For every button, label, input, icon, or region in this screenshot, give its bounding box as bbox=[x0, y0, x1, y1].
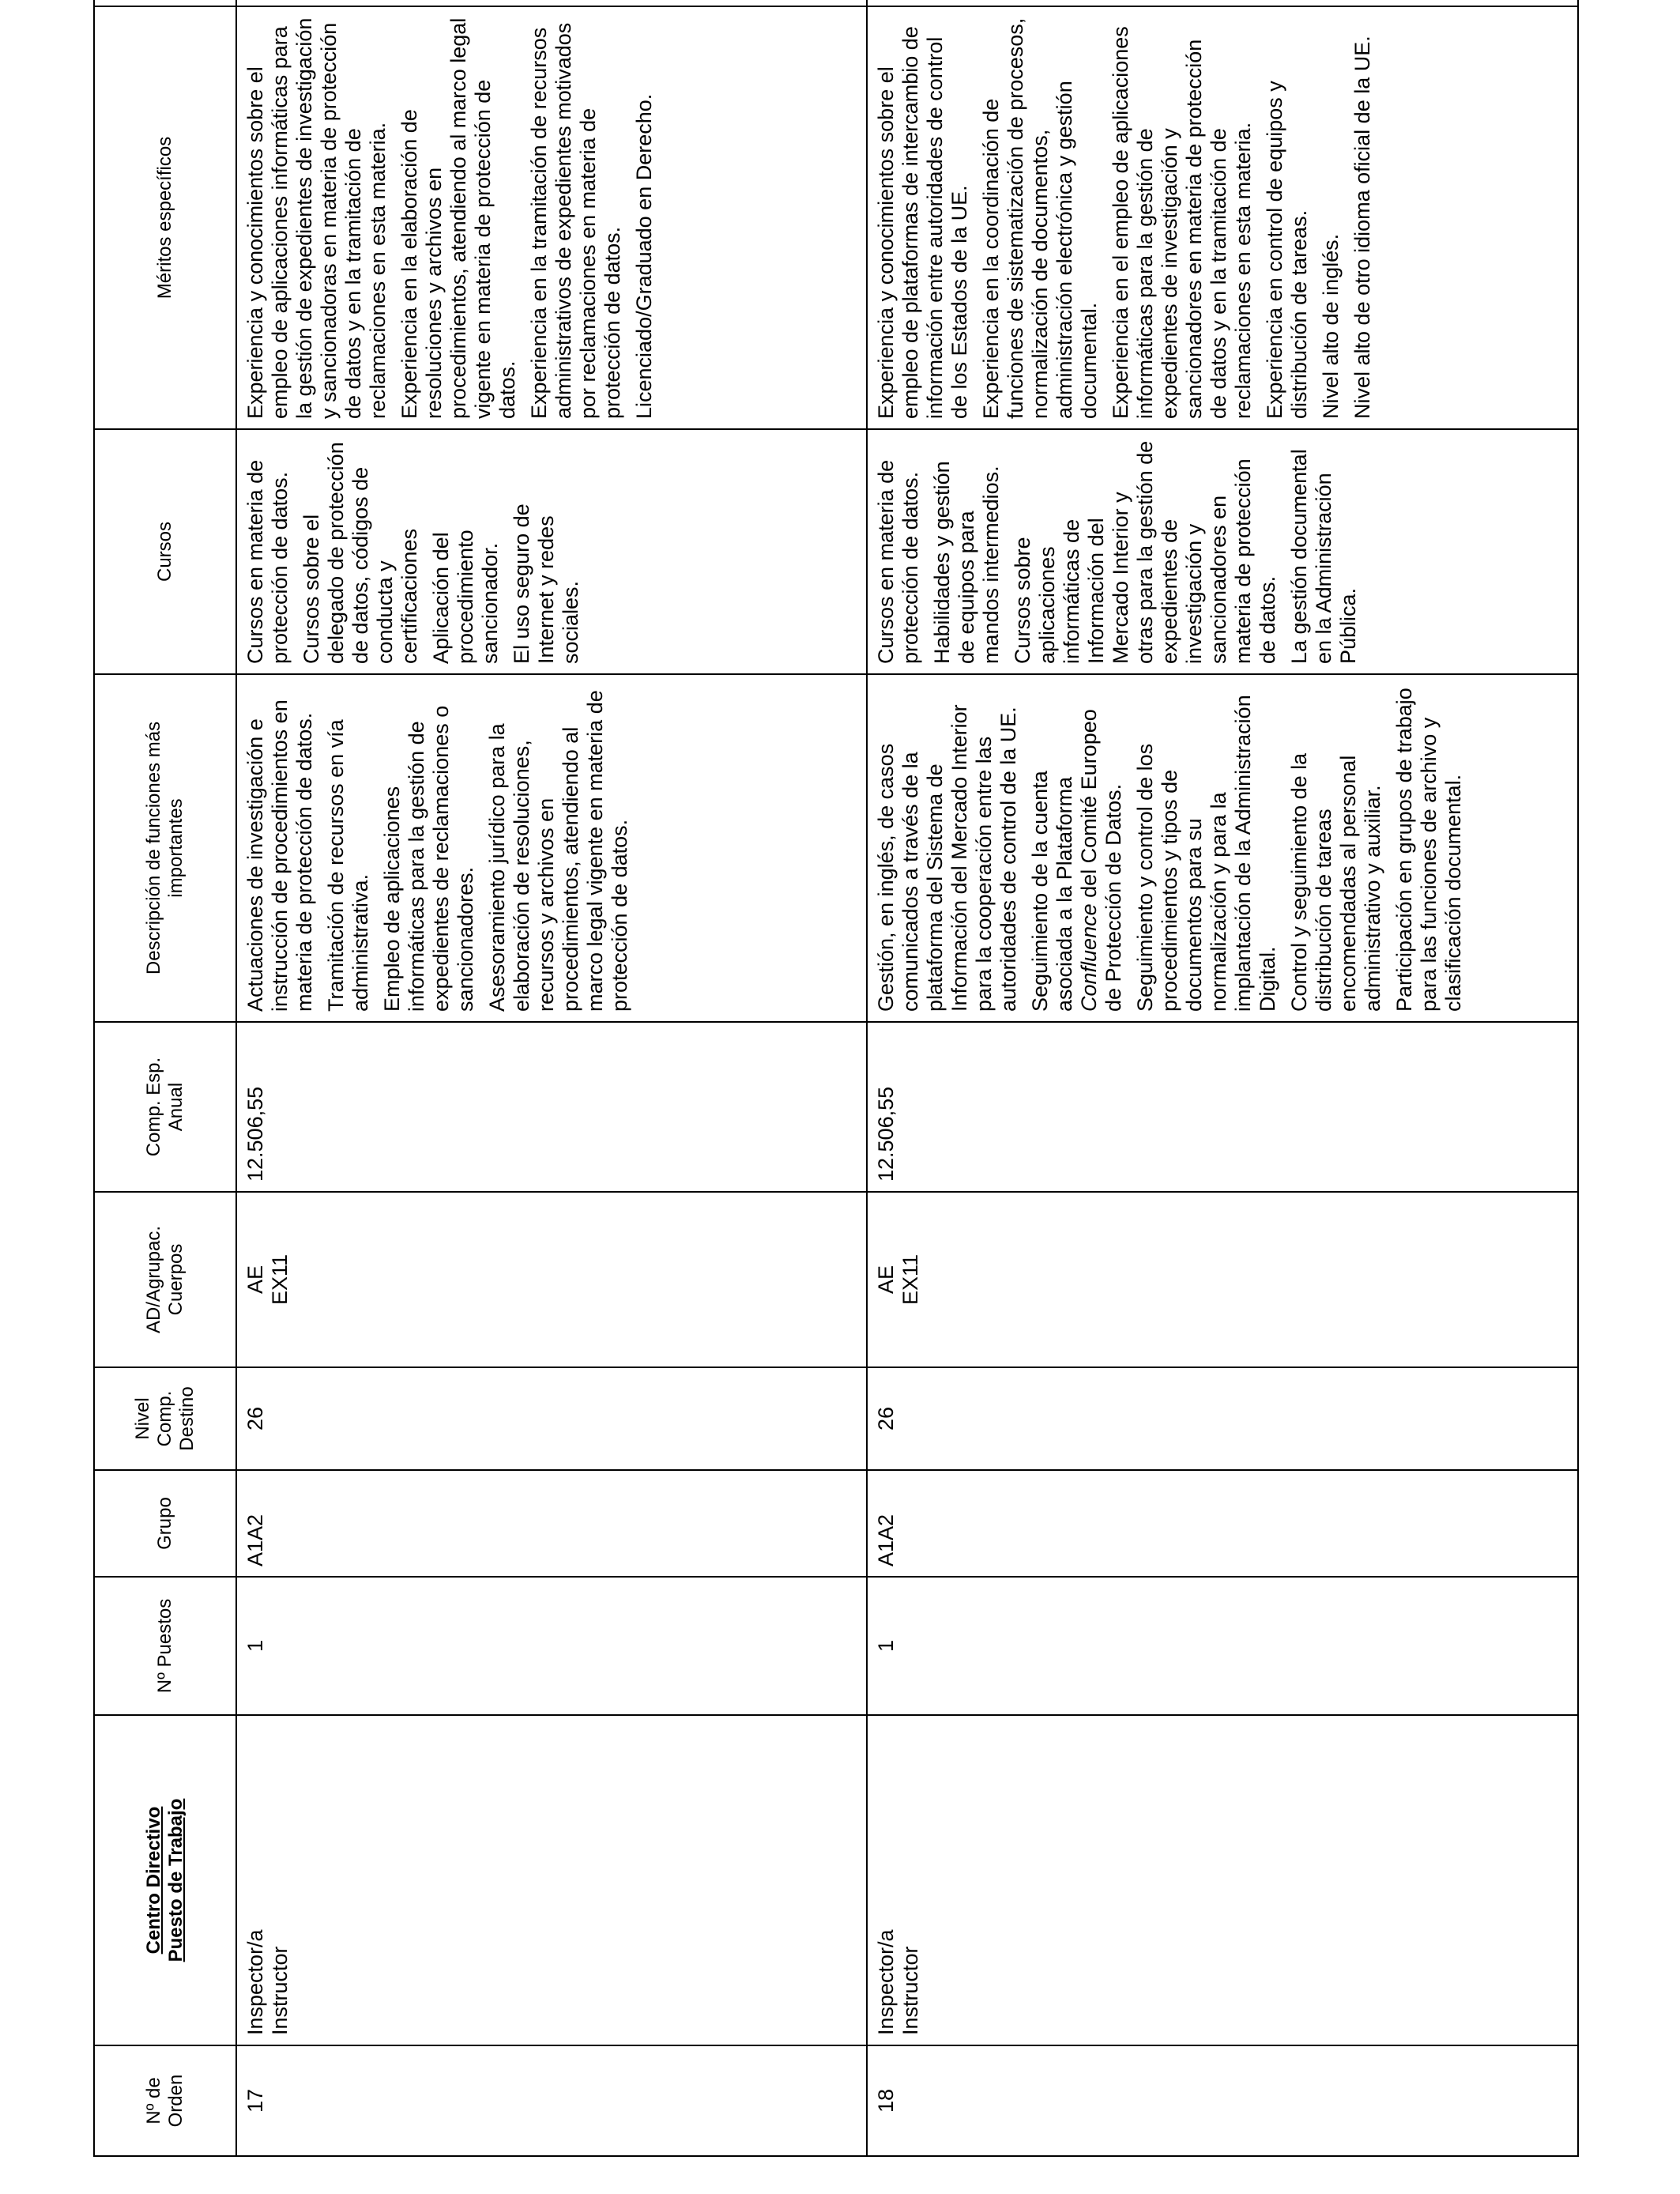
cell-cursos bbox=[867, 429, 1578, 674]
puesto-line: Instructor bbox=[898, 1946, 922, 2035]
ad-line: EX11 bbox=[268, 1253, 292, 1306]
funcion-item: Participación en grupos de trabajo para las funciones de archivo y clasificación documental. bbox=[1392, 688, 1465, 1012]
header-puestos: Nº Puestos bbox=[94, 1577, 236, 1715]
cell-nivel: 26 bbox=[867, 1367, 1578, 1470]
positions-table bbox=[93, 0, 1579, 2157]
funcion-item: Asesoramiento jurídico para la elaboración de resoluciones, recursos y archivos en procedimientos, atendiendo al marco legal vigente en materia de protección de datos. bbox=[485, 690, 631, 1012]
funcion-item: Seguimiento y control de los procedimientos y tipos de documentos para su normalización y para la implantación de la Administración Digital. bbox=[1132, 695, 1279, 1012]
ad-line: AE bbox=[243, 1265, 267, 1295]
cell-puntuacion bbox=[236, 0, 867, 6]
merito-item: Nivel alto de otro idioma oficial de la UE. bbox=[1350, 36, 1374, 419]
cell-puesto bbox=[236, 1715, 867, 2045]
header-grupo: Grupo bbox=[94, 1470, 236, 1577]
header-centro-puesto bbox=[94, 1715, 236, 2045]
header-centro-directivo: Centro Directivo bbox=[143, 1806, 164, 1955]
funcion-item: Actuaciones de investigación e instrucción de procedimientos en materia de protección de datos. bbox=[243, 699, 316, 1012]
puesto-line: Inspector/a bbox=[243, 1929, 267, 2035]
header-comp-esp: Comp. Esp. Anual bbox=[94, 1022, 236, 1192]
header-orden: Nº de Orden bbox=[94, 2045, 236, 2156]
funcion-item: Control y seguimiento de la distribución de tareas encomendadas al personal administrativo y auxiliar. bbox=[1286, 752, 1384, 1012]
merito-item: Experiencia en la tramitación de recursos administrativos de expedientes motivados por reclamaciones en materia de protección de datos. bbox=[527, 22, 624, 419]
curso-item: La gestión documental en la Administración Pública. bbox=[1286, 449, 1360, 664]
merito-item: Experiencia en la coordinación de funciones de sistematización de procesos, normalización de documentos, administración electrónica y gestión documental. bbox=[978, 17, 1101, 419]
cell-puesto bbox=[867, 1715, 1578, 2045]
header-nivel: Nivel Comp. Destino bbox=[94, 1367, 236, 1470]
cell-funciones bbox=[867, 674, 1578, 1022]
curso-item: Habilidades y gestión de equipos para mandos intermedios. bbox=[929, 461, 1003, 664]
cell-comp-esp: 12.506,55 bbox=[867, 1022, 1578, 1192]
merito-item: Nivel alto de inglés. bbox=[1318, 233, 1343, 419]
curso-item: Cursos sobre el delegado de protección de datos, códigos de conducta y certificaciones bbox=[299, 442, 421, 664]
table-row bbox=[236, 0, 867, 2156]
funcion-item: Gestión, en inglés, de casos comunicados a través de la plataforma del Sistema de Información del Mercado Interior para la cooperación entre las autoridades de control de la UE. bbox=[873, 704, 1020, 1012]
puesto-line: Inspector/a bbox=[873, 1929, 898, 2035]
cell-cursos bbox=[236, 429, 867, 674]
cell-puntuacion bbox=[867, 0, 1578, 6]
cell-nivel: 26 bbox=[236, 1367, 867, 1470]
merito-item: Experiencia y conocimientos sobre el empleo de plataformas de intercambio de información entre autoridades de control de los Estados de la UE. bbox=[873, 26, 971, 419]
curso-item: Cursos en materia de protección de datos. bbox=[873, 459, 922, 664]
ad-line: EX11 bbox=[898, 1253, 922, 1306]
cell-funciones bbox=[236, 674, 867, 1022]
curso-item: El uso seguro de Internet y redes sociales. bbox=[510, 503, 582, 664]
cell-meritos bbox=[236, 6, 867, 429]
cell-grupo: A1A2 bbox=[236, 1470, 867, 1577]
funcion-item: Tramitación de recursos en vía administrativa. bbox=[324, 719, 372, 1012]
header-puntuacion bbox=[94, 0, 236, 6]
cell-num-puestos: 1 bbox=[867, 1577, 1578, 1715]
curso-item: Aplicación del procedimiento sancionador. bbox=[429, 530, 502, 664]
header-puesto-trabajo: Puesto de Trabajo bbox=[165, 1798, 186, 1962]
header-meritos: Méritos específicos bbox=[94, 6, 236, 429]
merito-item: Experiencia en la elaboración de resoluciones y archivos en procedimientos, atendiendo al marco legal vigente en materia de protección de datos. bbox=[397, 17, 519, 419]
header-funciones: Descripción de funciones más importantes bbox=[94, 674, 236, 1022]
cell-num-puestos: 1 bbox=[236, 1577, 867, 1715]
table-row bbox=[867, 0, 1578, 2156]
merito-item: Licenciado/Graduado en Derecho. bbox=[632, 93, 656, 419]
funcion-item: Empleo de aplicaciones informáticas para la gestión de expedientes de reclamaciones o sancionadores. bbox=[380, 705, 477, 1012]
header-row bbox=[94, 0, 236, 2156]
curso-item: Cursos sobre aplicaciones informáticas de Información del Mercado Interior y otras para la gestión de expedientes de investigación y sancionadores en materia de protección de datos. bbox=[1010, 440, 1279, 664]
cell-ad-cuerpos bbox=[236, 1192, 867, 1367]
cell-meritos bbox=[867, 6, 1578, 429]
curso-item: Cursos en materia de protección de datos. bbox=[243, 459, 292, 664]
cell-grupo: A1A2 bbox=[867, 1470, 1578, 1577]
puesto-line: Instructor bbox=[268, 1946, 292, 2035]
merito-item: Experiencia en control de equipos y distribución de tareas. bbox=[1262, 81, 1311, 419]
header-ad-cuerpos: AD/Agrupac. Cuerpos bbox=[94, 1192, 236, 1367]
cell-orden: 18 bbox=[867, 2045, 1578, 2156]
cell-ad-cuerpos bbox=[867, 1192, 1578, 1367]
ad-line: AE bbox=[873, 1265, 898, 1295]
funcion-item-confluence: Seguimiento de la cuenta asociada a la Plataforma Confluence del Comité Europeo de Protección de Datos. bbox=[1027, 709, 1125, 1012]
cell-comp-esp: 12.506,55 bbox=[236, 1022, 867, 1192]
merito-item: Experiencia y conocimientos sobre el empleo de aplicaciones informáticas para la gestión de expedientes de investigación y sancionadoras en materia de protección de datos y en la tramitación de reclamaciones en esta materia. bbox=[243, 17, 390, 419]
header-cursos: Cursos bbox=[94, 429, 236, 674]
merito-item: Experiencia en el empleo de aplicaciones informáticas para la gestión de expedientes de investigación y sancionadores en materia de protección de datos y en la tramitación de reclamaciones en esta materia. bbox=[1108, 26, 1255, 419]
italic-term: Confluence bbox=[1076, 903, 1101, 1012]
cell-orden: 17 bbox=[236, 2045, 867, 2156]
